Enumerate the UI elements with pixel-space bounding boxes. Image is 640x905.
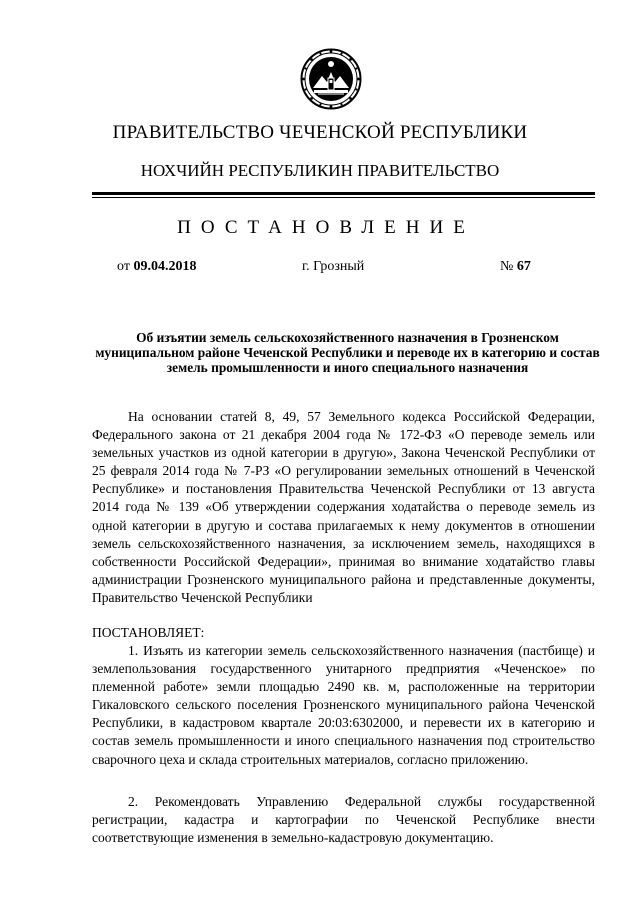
resolve-heading: ПОСТАНОВЛЯЕТ: xyxy=(92,625,205,640)
document-date xyxy=(117,259,196,275)
coat-of-arms-icon xyxy=(300,48,362,110)
document-city: г. Грозный xyxy=(302,259,365,274)
header-divider-thick xyxy=(92,192,595,195)
header-divider-thin xyxy=(92,197,595,198)
item-2-paragraph: 2. Рекомендовать Управлению Федеральной службы государственной регистрации, кадастра и картографии по Чеченской Республике внести соответствующие изменения в земельно-кадастровую документацию. xyxy=(92,794,595,846)
item-1-paragraph: 1. Изъять из категории земель сельскохозяйственного назначения (пастбище) и землепользования государственного унитарного предприятия «Чеченское» по племенной работе» земли площадью 2490 кв. м, расположенные на территории Гикаловского сельского поселения Грозненского муниципального района Чеченской Республики, в кадастровом квартале 20:03:6302000, и перевести их в категорию и состав земель промышленности и иного специального назначения под строительство сварочного цеха и склада строительных материалов, согласно приложению. xyxy=(92,643,595,767)
date-value: 09.04.2018 xyxy=(133,259,197,274)
government-title: ПРАВИТЕЛЬСТВО ЧЕЧЕНСКОЙ РЕСПУБЛИКИ xyxy=(112,122,528,143)
preamble-paragraph: На основании статей 8, 49, 57 Земельного кодекса Российской Федерации, Федерального закона от 21 декабря 2004 года № 172-ФЗ «О переводе земель или земельных участков из одной категории в другую», Закона Чеченской Республики от 25 февраля 2014 года № 7-РЗ «О регулировании земельных отношений в Чеченской Республике» и постановления Правительства Чеченской Республики от 13 августа 2014 года № 139 «Об утверждении содержания ходатайства о переводе земель из одной категории в другую и состава прилагаемых к нему документов в отношении земель сельскохозяйственного назначения, за исключением земель, находящихся в собственности Российской Федерации», принимая во внимание ходатайство главы администрации Грозненского муниципального района и представленные документы, Правительство Чеченской Республики xyxy=(92,409,595,605)
date-prefix: от xyxy=(117,259,134,274)
document-type: ПОСТАНОВЛЕНИЕ xyxy=(177,217,475,238)
government-title-chechen: НОХЧИЙН РЕСПУБЛИКИН ПРАВИТЕЛЬСТВО xyxy=(140,161,500,180)
document-subject: Об изъятии земель сельскохозяйственного назначения в Грозненском муниципальном районе Чеченской Республики и переводе их в категорию и состав земель промышленности и иного специального назначения xyxy=(95,330,600,375)
number-prefix: № xyxy=(500,259,517,274)
number-value: 67 xyxy=(516,259,531,274)
document-number xyxy=(500,259,531,275)
